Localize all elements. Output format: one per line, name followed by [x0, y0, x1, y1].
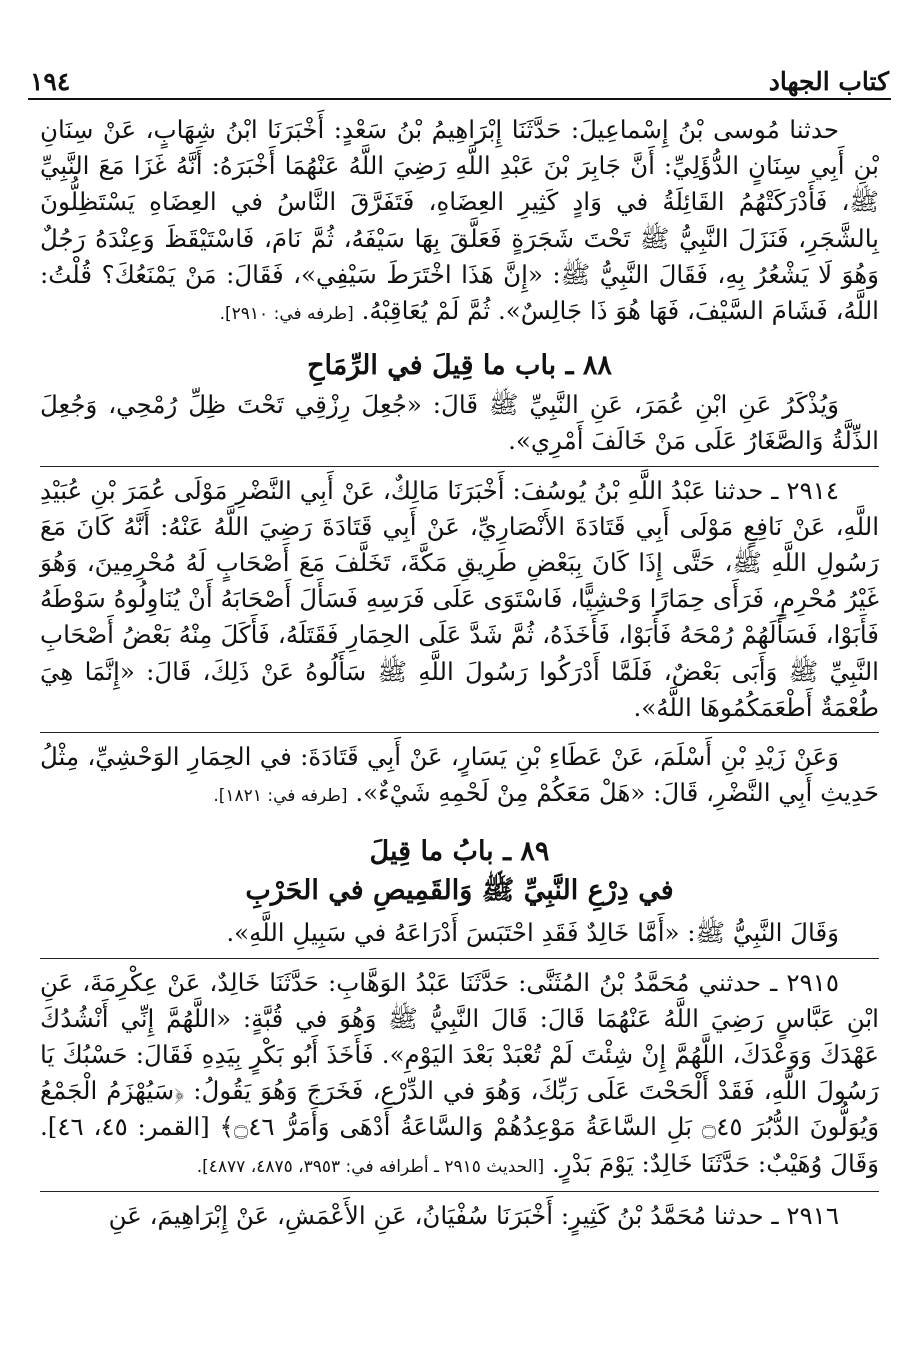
section-divider: [40, 958, 879, 959]
section-divider: [40, 466, 879, 467]
cross-reference: [الحديث ٢٩١٥ ـ أطرافه في: ٣٩٥٣، ٤٨٧٥، ٤٨٧٧].: [196, 1156, 545, 1177]
chapter-heading-89-line2: في دِرْعِ النَّبِيِّ ﷺ وَالقَمِيصِ في الحَرْبِ: [245, 875, 674, 907]
page-number: ١٩٤: [30, 67, 71, 96]
header-rule: [28, 98, 891, 100]
section-divider: [40, 1191, 879, 1192]
hadith-2916-text: ٢٩١٦ ـ حدثنا مُحَمَّدُ بْنُ كَثِيرٍ: أَخْبَرَنَا سُفْيَانُ، عَنِ الأَعْمَشِ، عَنْ إِبْرَاهِيمَ، عَنِ: [108, 1200, 839, 1230]
chapter-heading-89-line1: ٨٩ ـ بابُ ما قِيلَ: [369, 836, 550, 868]
chapter-88-intro: وَيُذْكَرُ عَنِ ابْنِ عُمَرَ، عَنِ النَّبِيِّ ﷺ قَالَ: «جُعِلَ رِزْقِي تَحْتَ ظِلِّ رُمْحِي، وَجُعِلَ الذِّلَّةُ وَالصَّغَارُ عَلَى مَنْ خَالَفَ أَمْرِي».: [40, 390, 879, 456]
chapter-89-intro: وَقَالَ النَّبِيُّ ﷺ: «أَمَّا خَالِدٌ فَقَدِ احْتَبَسَ أَدْرَاعَهُ في سَبِيلِ اللَّهِ».: [226, 918, 839, 948]
hadith-2913-text: [40, 112, 879, 332]
chapter-heading-88: ٨٨ ـ باب ما قِيلَ في الرِّمَاحِ: [307, 350, 612, 382]
section-divider: [40, 732, 879, 733]
hadith-text: حدثنا مُوسى بْنُ إِسْماعِيلَ: حَدَّثَنَا إِبْرَاهِيمُ بْنُ سَعْدٍ: أَخْبَرَنَا ابْنُ شِهَابٍ، عَنْ سِنَانِ بْنِ أَبِي سِنَانٍ الدُّؤَلِيِّ: أَنَّ جَابِرَ بْنَ عَبْدِ اللَّهِ رَضِيَ اللَّهُ عَنْهُمَا أَخْبَرَهُ: أَنَّهُ غَزَا مَعَ النَّبِيِّ ﷺ، فَأَدْرَكَتْهُمُ القَائِلَةُ في وَادٍ كَثِيرِ العِضَاهِ، فَتَفَرَّقَ النَّاسُ في العِضَاهِ يَسْتَظِلُّونَ بِالشَّجَرِ، فَنَزَلَ النَّبِيُّ ﷺ تَحْتَ شَجَرَةٍ فَعَلَّقَ بِهَا سَيْفَهُ، ثُمَّ نَامَ، فَاسْتَيْقَظَ وَعِنْدَهُ رَجُلٌ وَهُوَ لَا يَشْعُرُ بِهِ، فَقَالَ النَّبِيُّ ﷺ: «إِنَّ هَذَا اخْتَرَطَ سَيْفِي»، فَقَالَ: مَنْ يَمْنَعُكَ؟ قُلْتُ: اللَّهُ، فَشَامَ السَّيْفَ، فَهَا هُوَ ذَا جَالِسٌ». ثُمَّ لَمْ يُعَاقِبْهُ.: [40, 115, 879, 326]
running-head: [30, 56, 889, 96]
book-title: كتاب الجهاد: [768, 67, 889, 96]
hadith-text: وَعَنْ زَيْدِ بْنِ أَسْلَمَ، عَنْ عَطَاءِ بْنِ يَسَارٍ، عَنْ أَبِي قَتَادَةَ: في الحِمَارِ الوَحْشِيِّ، مِثْلُ حَدِيثِ أَبِي النَّضْرِ، قَالَ: «هَلْ مَعَكُمْ مِنْ لَحْمِهِ شَيْءٌ».: [40, 742, 879, 808]
page-body: [40, 112, 879, 1234]
hadith-2915-text: [40, 965, 879, 1185]
hadith-2914-text: ٢٩١٤ ـ حدثنا عَبْدُ اللَّهِ بْنُ يُوسُفَ: أَخْبَرَنَا مَالِكٌ، عَنْ أَبِي النَّضْرِ مَوْلَى عُمَرَ بْنِ عُبَيْدِ اللَّهِ، عَنْ نَافِعٍ مَوْلَى أَبِي قَتَادَةَ الأَنْصَارِيِّ، عَنْ أَبِي قَتَادَةَ رَضِيَ اللَّهُ عَنْهُ: أَنَّهُ كَانَ مَعَ رَسُولِ اللَّهِ ﷺ، حَتَّى إِذَا كَانَ بِبَعْضِ طَرِيقِ مَكَّةَ، تَخَلَّفَ مَعَ أَصْحَابٍ لَهُ مُحْرِمِينَ، وَهُوَ غَيْرُ مُحْرِمٍ، فَرَأَى حِمَارًا وَحْشِيًّا، فَاسْتَوَى عَلَى فَرَسِهِ فَسَأَلَ أَصْحَابَهُ أَنْ يُنَاوِلُوهُ سَوْطَهُ فَأَبَوْا، فَسَأَلَهُمْ رُمْحَهُ فَأَبَوْا، فَأَخَذَهُ، ثُمَّ شَدَّ عَلَى الحِمَارِ فَقَتَلَهُ، فَأَكَلَ مِنْهُ بَعْضُ أَصْحَابِ النَّبِيِّ ﷺ وَأَبَى بَعْضٌ، فَلَمَّا أَدْرَكُوا رَسُولَ اللَّهِ ﷺ سَأَلُوهُ عَنْ ذَلِكَ، قَالَ: «إِنَّمَا هِيَ طُعْمَةٌ أَطْعَمَكُمُوهَا اللَّهُ».: [40, 475, 879, 722]
cross-reference: [طرفه في: ٢٩١٠].: [219, 304, 354, 325]
cross-reference: [طرفه في: ١٨٢١].: [213, 786, 348, 807]
hadith-2914-addendum: [40, 739, 879, 814]
hadith-text: ٢٩١٥ ـ حدثني مُحَمَّدُ بْنُ المُثَنَّى: حَدَّثَنَا عَبْدُ الوَهَّابِ: حَدَّثَنَا خَالِدٌ، عَنْ عِكْرِمَةَ، عَنِ ابْنِ عَبَّاسٍ رَضِيَ اللَّهُ عَنْهُمَا قَالَ: قَالَ النَّبِيُّ ﷺ وَهُوَ في قُبَّةٍ: «اللَّهُمَّ إِنِّي أَنْشُدُكَ عَهْدَكَ وَوَعْدَكَ، اللَّهُمَّ إِنْ شِئْتَ لَمْ تُعْبَدْ بَعْدَ اليَوْمِ». فَأَخَذَ أَبُو بَكْرٍ بِيَدِهِ فَقَالَ: حَسْبُكَ يَا رَسُولَ اللَّهِ، فَقَدْ أَلْحَحْتَ عَلَى رَبِّكَ، وَهُوَ في الدِّرْعِ، فَخَرَجَ وَهُوَ يَقُولُ: ﴿سَيُهْزَمُ الْجَمْعُ وَيُوَلُّونَ الدُّبُرَ ۝٤٥ بَلِ السَّاعَةُ مَوْعِدُهُمْ وَالسَّاعَةُ أَدْهَى وَأَمَرُّ ۝٤٦﴾ [القمر: ٤٥، ٤٦]. وَقَالَ وُهَيْبٌ: حَدَّثَنَا خَالِدٌ: يَوْمَ بَدْرٍ.: [40, 967, 880, 1178]
